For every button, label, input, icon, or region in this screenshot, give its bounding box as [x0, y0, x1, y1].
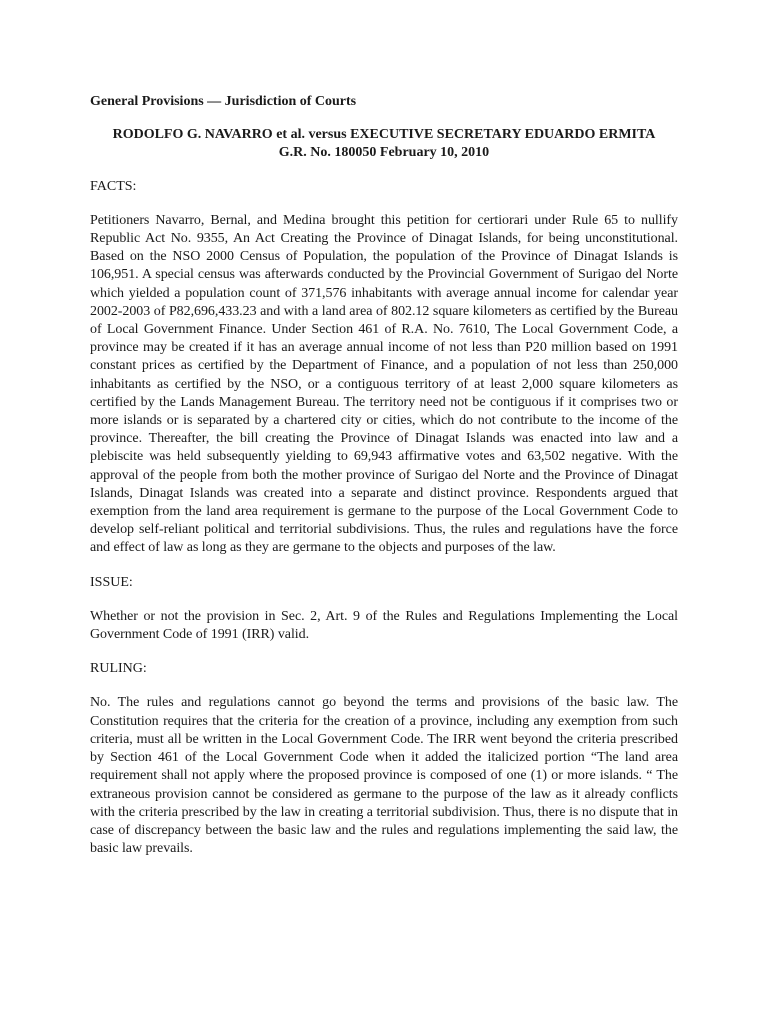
issue-paragraph: Whether or not the provision in Sec. 2, Art. 9 of the Rules and Regulations Implementing the Local Government Code of 1991 (IRR) valid.: [90, 608, 678, 643]
case-title: [90, 126, 678, 162]
ruling-paragraph: No. The rules and regulations cannot go beyond the terms and provisions of the basic law. The Constitution requires that the criteria for the creation of a province, including any exemption from such criteria, must all be written in the Local Government Code. The IRR went beyond the criteria prescribed by Section 461 of the Local Government Code when it added the italicized portion “The land area requirement shall not apply where the proposed province is composed of one (1) or more islands. “ The extraneous provision cannot be considered as germane to the purpose of the law as it already conflicts with the criteria prescribed by the law in creating a territorial subdivision. Thus, there is no dispute that in case of discrepancy between the basic law and the rules and regulations implementing the said law, the basic law prevails.: [90, 695, 678, 857]
facts-paragraph: Petitioners Navarro, Bernal, and Medina brought this petition for certiorari under Rule 65 to nullify Republic Act No. 9355, An Act Creating the Province of Dinagat Islands, for being unconstitutional. Based on the NSO 2000 Census of Population, the population of the Province of Dinagat Islands is 106,951. A special census was afterwards conducted by the Provincial Government of Surigao del Norte which yielded a population count of 371,576 inhabitants with average annual income for calendar year 2002-2003 of P82,696,433.23 and with a land area of 802.12 square kilometers as certified by the Bureau of Local Government Finance. Under Section 461 of R.A. No. 7610, The Local Government Code, a province may be created if it has an average annual income of not less than P20 million based on 1991 constant prices as certified by the Department of Finance, and a population of not less than 250,000 inhabitants as certified by the NSO, or a contiguous territory of at least 2,000 square kilometers as certified by the Lands Management Bureau. The territory need not be contiguous if it comprises two or more islands or is separated by a chartered city or cities, which do not contribute to the income of the province. Thereafter, the bill creating the Province of Dinagat Islands was enacted into law and a plebiscite was held subsequently yielding to 69,943 affirmative votes and 63,502 negative. With the approval of the people from both the mother province of Surigao del Norte and the Province of Dinagat Islands, Dinagat Islands was created into a separate and distinct province. Respondents argued that exemption from the land area requirement is germane to the purpose of the Local Government Code to develop self-reliant political and territorial subdivisions. Thus, the rules and regulations have the force and effect of law as long as they are germane to the objects and purposes of the law.: [90, 212, 678, 556]
case-title-parties: RODOLFO G. NAVARRO et al. versus EXECUTIVE SECRETARY EDUARDO ERMITA: [112, 127, 656, 143]
document-heading: General Provisions — Jurisdiction of Courts: [90, 94, 357, 109]
issue-label: ISSUE:: [90, 574, 133, 590]
ruling-label: RULING:: [90, 661, 147, 677]
facts-label: FACTS:: [90, 178, 137, 194]
case-title-citation: G.R. No. 180050 February 10, 2010: [278, 145, 490, 161]
